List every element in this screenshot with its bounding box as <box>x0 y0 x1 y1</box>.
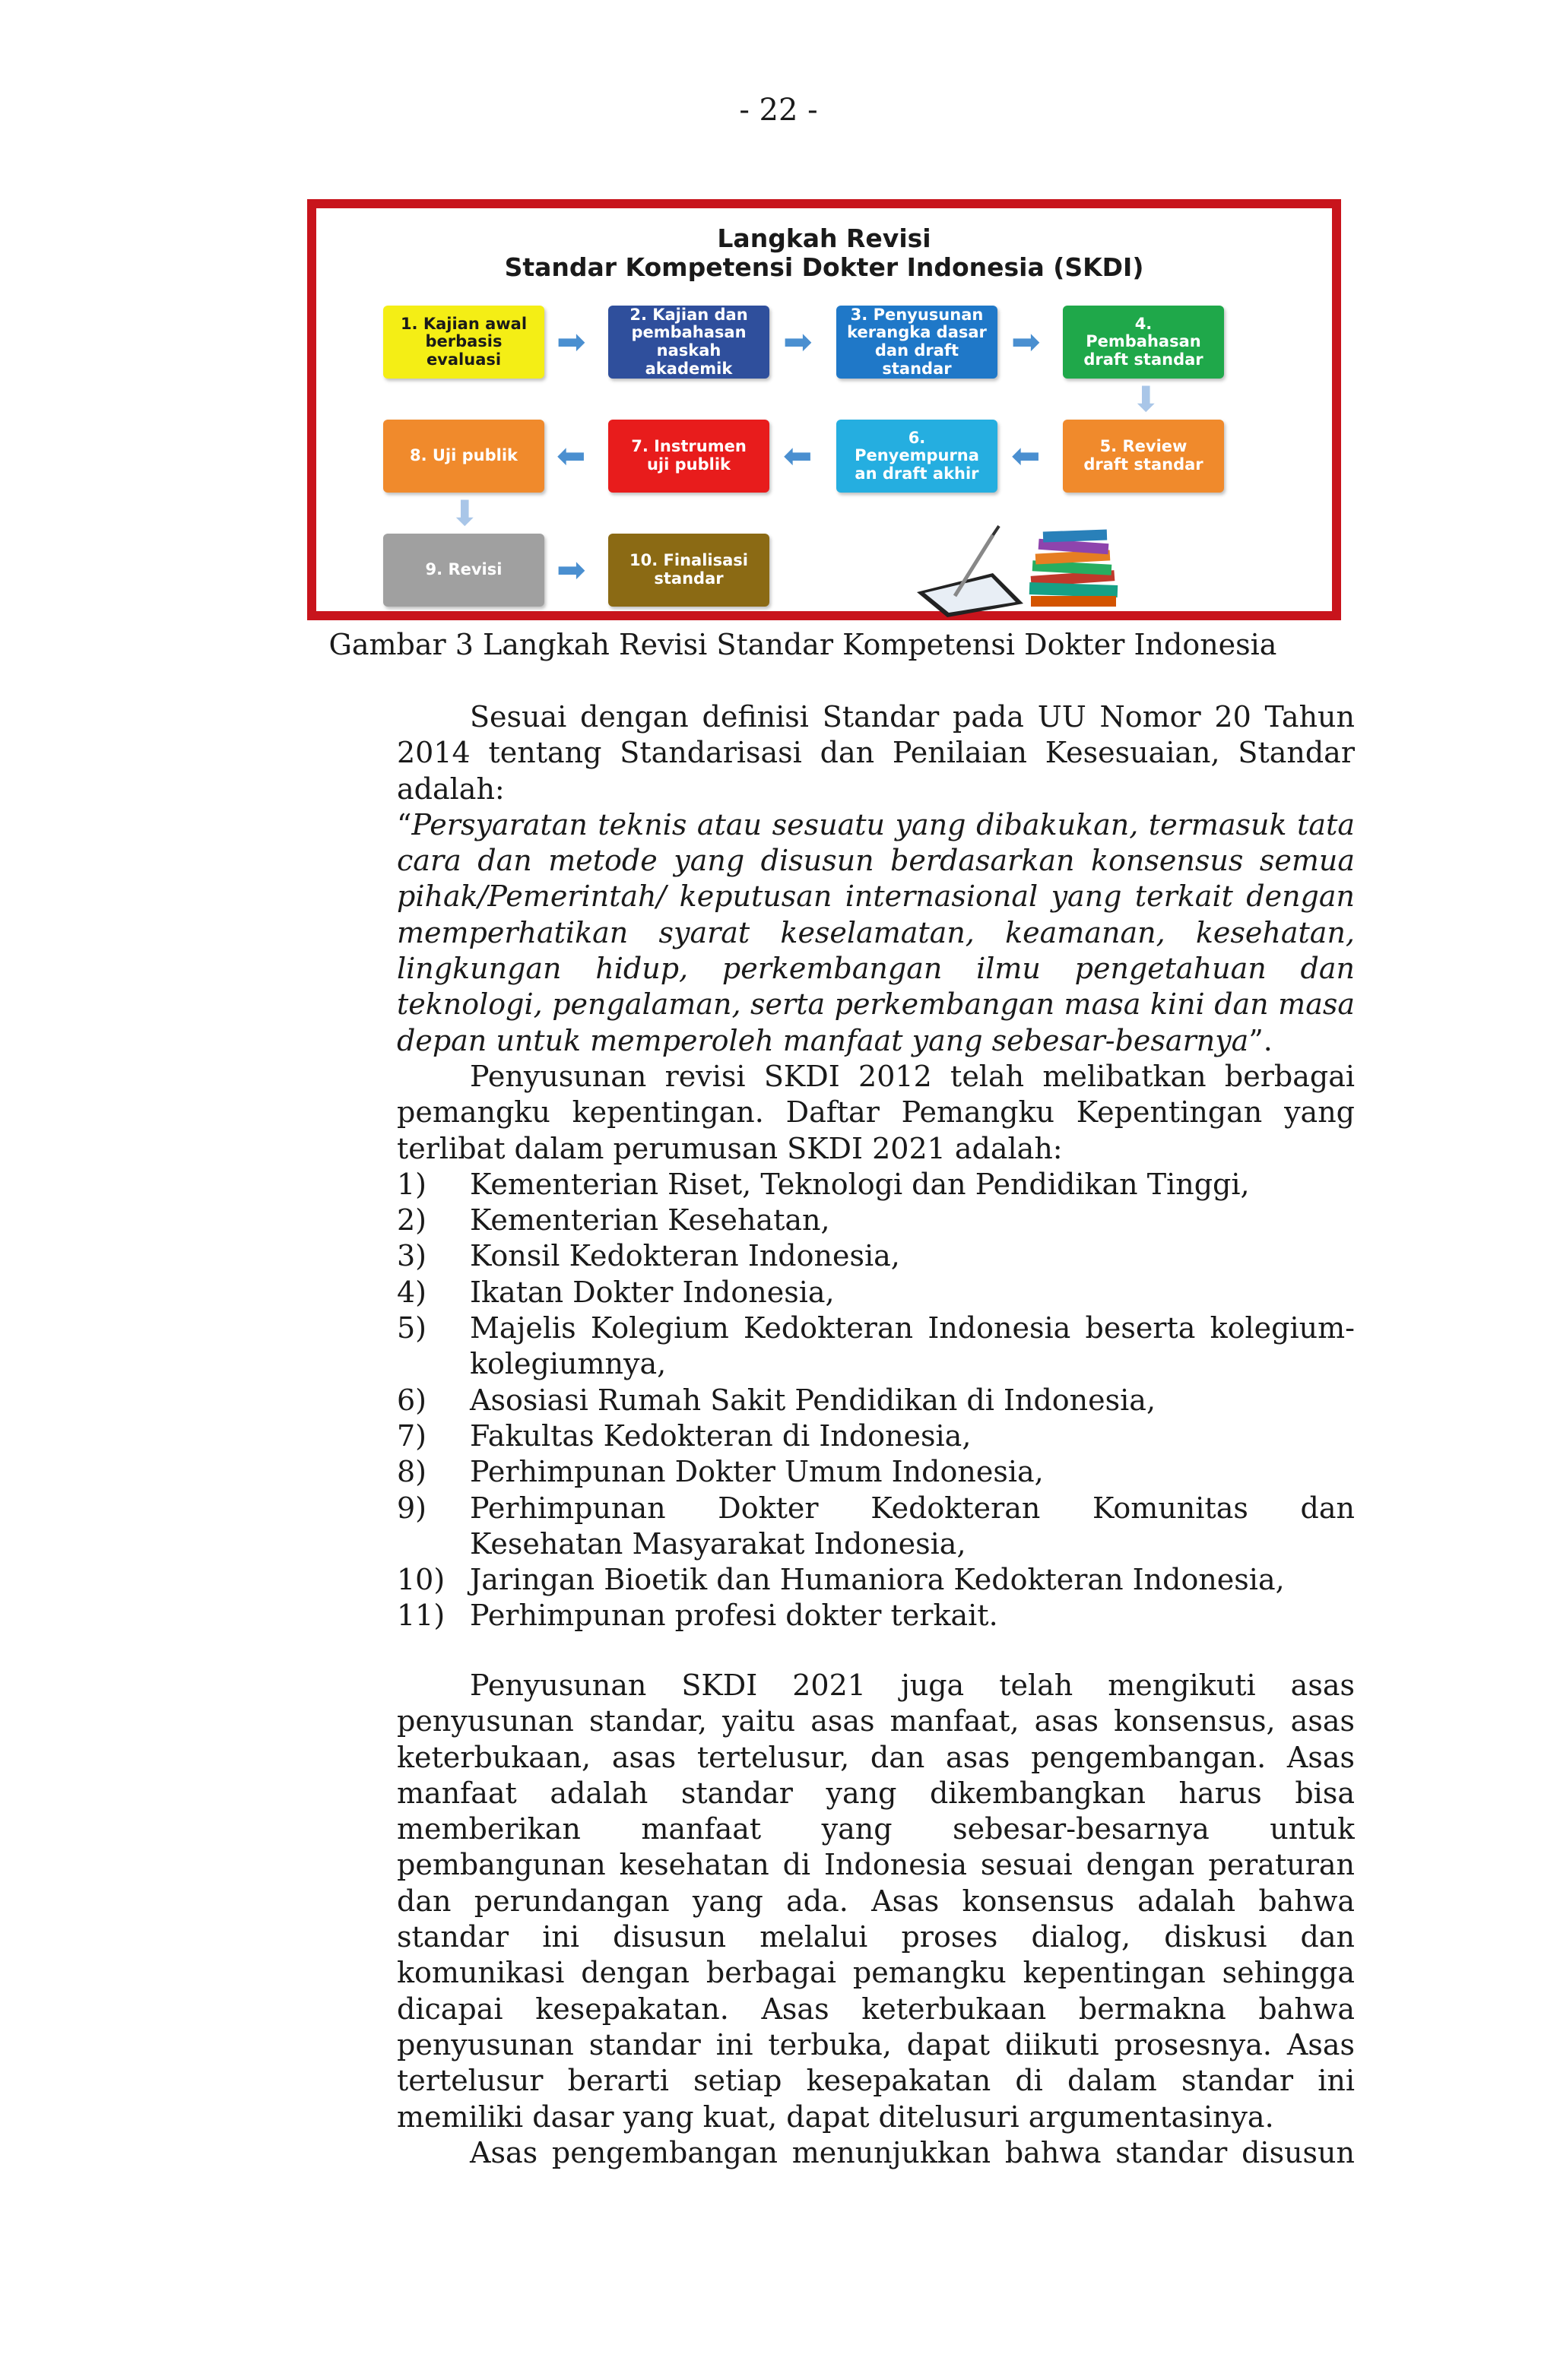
figure-title: Langkah Revisi <box>717 223 931 253</box>
quote-text: Persyaratan teknis atau sesuatu yang dibakukan, termasuk tata <box>411 807 1355 841</box>
paragraph-line: penyusunan standar ini terbuka, dapat diikuti prosesnya. Asas <box>397 2027 1355 2062</box>
step-10-box: 10. Finalisasi standar <box>608 534 769 607</box>
list-item: 6) Asosiasi Rumah Sakit Pendidikan di Indonesia, <box>397 1383 1156 1417</box>
arrow-right-icon: ➡ <box>1011 321 1041 362</box>
main-text-block <box>397 699 1355 1634</box>
paragraph-line: keterbukaan, asas tertelusur, dan asas pengembangan. Asas <box>397 1740 1355 1774</box>
quote-line <box>397 807 1355 843</box>
quote-line: teknologi, pengalaman, serta perkembangan masa kini dan masa <box>397 987 1355 1022</box>
paragraph-line: tertelusur berarti setiap kesepakatan di dalam standar ini <box>397 2064 1355 2098</box>
paragraph-line: dicapai kesepakatan. Asas keterbukaan bermakna bahwa <box>397 1992 1355 2026</box>
list-item: 7) Fakultas Kedokteran di Indonesia, <box>397 1418 972 1453</box>
principles-text-block <box>397 1668 1355 2171</box>
step-9-box: 9. Revisi <box>383 534 544 607</box>
paragraph-line: terlibat dalam perumusan SKDI 2021 adalah: <box>397 1131 1063 1165</box>
arrow-left-icon: ⬅ <box>1011 435 1041 476</box>
step-7-box: 7. Instrumen uji publik <box>608 420 769 493</box>
paragraph-line: Asas pengembangan menunjukkan bahwa standar disusun <box>470 2135 1355 2169</box>
figure-subtitle: Standar Kompetensi Dokter Indonesia (SKDI) <box>504 252 1144 282</box>
paragraph-line: adalah: <box>397 772 505 806</box>
arrow-right-icon: ➡ <box>557 321 586 362</box>
paragraph-line: memiliki dasar yang kuat, dapat ditelusuri argumentasinya. <box>397 2100 1274 2134</box>
paragraph-line: Penyusunan SKDI 2021 juga telah mengikuti asas <box>470 1669 1355 1702</box>
list-item: 3) Konsil Kedokteran Indonesia, <box>397 1239 900 1273</box>
step-8-box: 8. Uji publik <box>383 420 544 493</box>
paragraph-line: penyusunan standar, yaitu asas manfaat, asas konsensus, asas <box>397 1704 1355 1738</box>
arrow-left-icon: ⬅ <box>557 435 586 476</box>
paragraph-line: Sesuai dengan definisi Standar pada UU Nomor 20 Tahun <box>470 700 1355 734</box>
list-item: 4) Ikatan Dokter Indonesia, <box>397 1275 835 1309</box>
paragraph-line: dan perundangan yang ada. Asas konsensus adalah bahwa <box>397 1884 1355 1918</box>
arrow-down-icon: ⬇ <box>450 493 480 534</box>
list-item-continuation: Kesehatan Masyarakat Indonesia, <box>470 1526 966 1561</box>
paragraph-line: pemangku kepentingan. Daftar Pemangku Kepentingan yang <box>397 1095 1355 1130</box>
list-item: 8) Perhimpunan Dokter Umum Indonesia, <box>397 1455 1044 1489</box>
list-item: 9) Perhimpunan Dokter Kedokteran Komunitas dan <box>397 1491 1355 1525</box>
step-2-box: 2. Kajian dan pembahasan naskah akademik <box>608 306 769 379</box>
step-6-box: 6. Penyempurna an draft akhir <box>836 420 997 493</box>
arrow-down-icon: ⬇ <box>1131 379 1161 420</box>
arrow-right-icon: ➡ <box>557 549 586 590</box>
list-item-continuation: kolegiumnya, <box>470 1347 667 1381</box>
quote-close-mark: ”. <box>1248 1023 1273 1057</box>
list-item: 1) Kementerian Riset, Teknologi dan Pendidikan Tinggi, <box>397 1167 1250 1201</box>
quote-line: pihak/Pemerintah/ keputusan internasional yang terkait dengan <box>397 879 1355 914</box>
tablet-books-illustration <box>902 520 1130 619</box>
quote-open-mark: “ <box>397 807 412 841</box>
skdi-revision-figure <box>307 199 1341 620</box>
paragraph-line: komunikasi dengan berbagai pemangku kepentingan sehingga <box>397 1956 1355 1990</box>
arrow-left-icon: ⬅ <box>783 435 813 476</box>
list-item: 2) Kementerian Kesehatan, <box>397 1203 830 1238</box>
step-3-box: 3. Penyusunan kerangka dasar dan draft standar <box>836 306 997 379</box>
quote-line: memperhatikan syarat keselamatan, keamanan, kesehatan, <box>397 915 1355 949</box>
paragraph-line: manfaat adalah standar yang dikembangkan harus bisa <box>397 1776 1355 1810</box>
quote-line: lingkungan hidup, perkembangan ilmu pengetahuan dan <box>397 952 1355 986</box>
quote-line <box>397 1023 1355 1059</box>
paragraph-line: Penyusunan revisi SKDI 2012 telah melibatkan berbagai <box>470 1059 1355 1093</box>
paragraph-line: memberikan manfaat yang sebesar-besarnya untuk <box>397 1812 1355 1846</box>
list-item: 5) Majelis Kolegium Kedokteran Indonesia beserta kolegium- <box>397 1311 1355 1345</box>
list-item: 11) Perhimpunan profesi dokter terkait. <box>397 1599 998 1633</box>
step-5-box: 5. Review draft standar <box>1063 420 1224 493</box>
page-number: - 22 - <box>739 93 818 128</box>
paragraph-line: pembangunan kesehatan di Indonesia sesuai dengan peraturan <box>397 1848 1355 1882</box>
arrow-right-icon: ➡ <box>783 321 813 362</box>
paragraph-line: standar ini disusun melalui proses dialog, diskusi dan <box>397 1920 1355 1954</box>
step-1-box: 1. Kajian awal berbasis evaluasi <box>383 306 544 379</box>
step-4-box: 4. Pembahasan draft standar <box>1063 306 1224 379</box>
paragraph-line: 2014 tentang Standarisasi dan Penilaian Kesesuaian, Standar <box>397 736 1355 770</box>
quote-text: depan untuk memperoleh manfaat yang sebesar-besarnya <box>397 1023 1249 1057</box>
list-item: 10) Jaringan Bioetik dan Humaniora Kedokteran Indonesia, <box>397 1563 1285 1597</box>
figure-caption: Gambar 3 Langkah Revisi Standar Kompetensi Dokter Indonesia <box>328 628 1277 661</box>
quote-line: cara dan metode yang disusun berdasarkan konsensus semua <box>397 844 1355 878</box>
